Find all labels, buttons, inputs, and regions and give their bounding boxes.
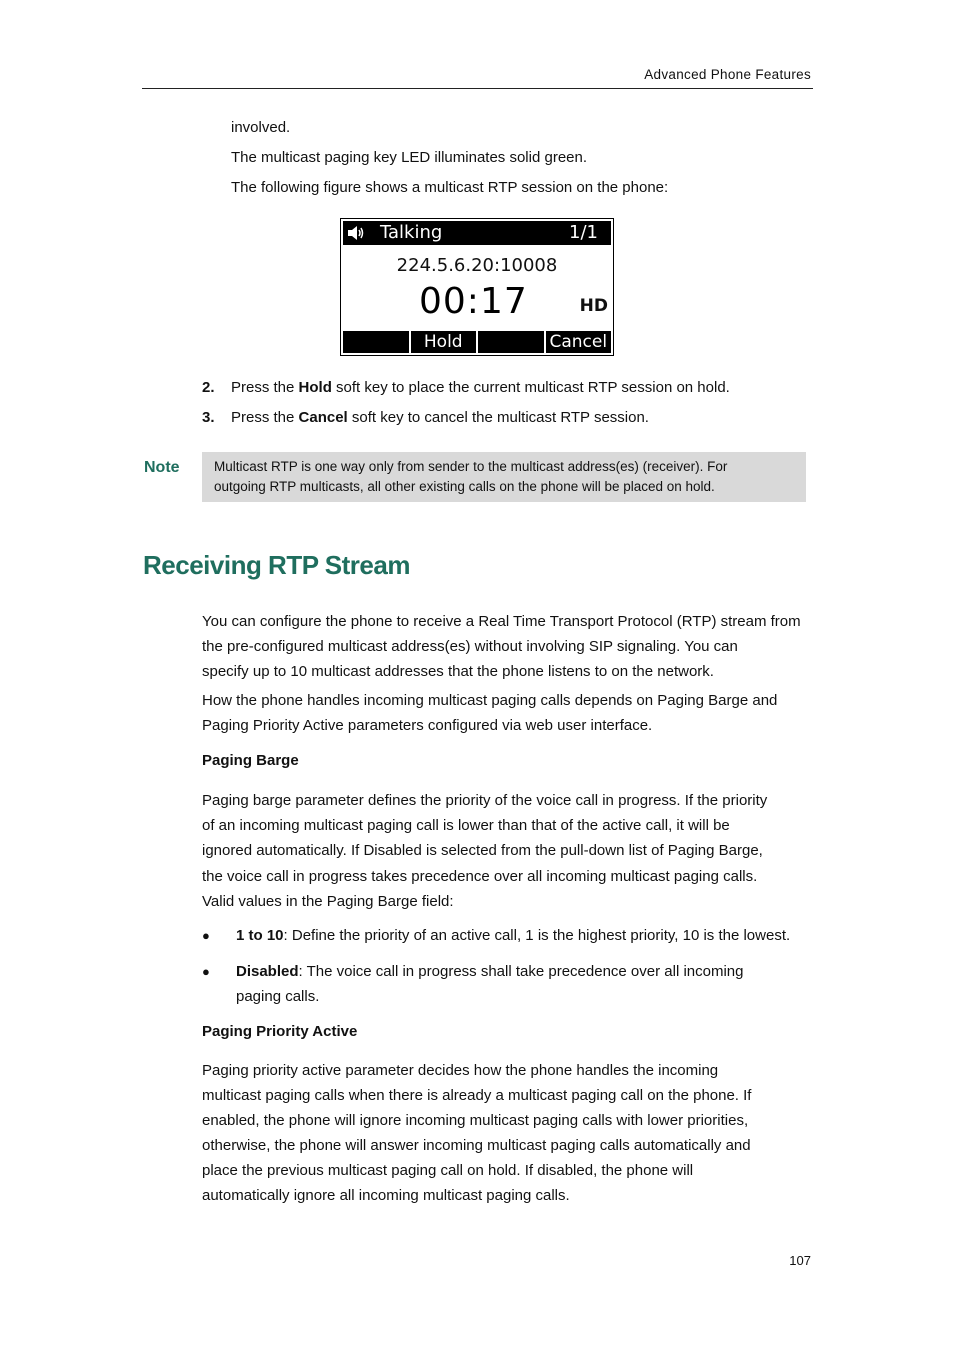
step-number: 2. bbox=[202, 379, 215, 396]
speaker-icon bbox=[348, 226, 364, 240]
bullet-item bbox=[202, 959, 744, 1005]
subheading-paging-barge: Paging Barge bbox=[202, 752, 299, 769]
paragraph-line: of an incoming multicast paging call is lower than that of the active call, it will be bbox=[202, 817, 730, 835]
step-text bbox=[231, 408, 649, 427]
section-paragraph-1 bbox=[202, 609, 801, 684]
lcd-call-timer: 00:17 bbox=[419, 281, 528, 322]
softkey-3 bbox=[478, 331, 544, 353]
softkey-hold: Hold bbox=[411, 331, 477, 353]
intro-line-3: The following figure shows a multicast RTP session on the phone: bbox=[231, 179, 669, 196]
lcd-status-bar bbox=[343, 221, 611, 245]
section-paragraph-4 bbox=[202, 1058, 751, 1208]
softkey-cancel: Cancel bbox=[546, 331, 612, 353]
bullet-icon: ● bbox=[202, 964, 210, 979]
note-box bbox=[202, 452, 806, 502]
bullet-term: 1 to 10 bbox=[236, 927, 284, 944]
lcd-hd-badge: HD bbox=[579, 296, 608, 316]
header-rule bbox=[142, 88, 813, 89]
bullet-item bbox=[202, 926, 791, 945]
step-2 bbox=[202, 378, 730, 397]
paragraph-line: the pre-configured multicast address(es) without involving SIP signaling. You can bbox=[202, 638, 738, 655]
paragraph-line: How the phone handles incoming multicast paging calls depends on Paging Barge and bbox=[202, 692, 778, 709]
step-text-post: soft key to cancel the multicast RTP session. bbox=[347, 409, 649, 426]
paragraph-line: enabled, the phone will ignore incoming multicast paging calls with lower priorities, bbox=[202, 1112, 749, 1129]
paragraph-line: Valid values in the Paging Barge field: bbox=[202, 892, 454, 910]
paragraph-line: otherwise, the phone will answer incoming multicast paging calls automatically and bbox=[202, 1137, 751, 1154]
step-number: 3. bbox=[202, 409, 215, 426]
paragraph-line: ignored automatically. If Disabled is selected from the pull-down list of Paging Barge, bbox=[202, 842, 763, 860]
step-text bbox=[231, 378, 730, 397]
intro-line-1: involved. bbox=[231, 119, 291, 136]
step-3 bbox=[202, 408, 649, 427]
paragraph-line: place the previous multicast paging call on hold. If disabled, the phone will bbox=[202, 1162, 694, 1179]
step-text-post: soft key to place the current multicast RTP session on hold. bbox=[331, 379, 730, 396]
intro-line-2: The multicast paging key LED illuminates solid green. bbox=[231, 149, 588, 166]
paragraph-line: Paging barge parameter defines the priority of the voice call in progress. If the priority bbox=[202, 792, 768, 809]
lcd-status-text: Talking bbox=[380, 222, 443, 243]
section-paragraph-2 bbox=[202, 688, 777, 738]
paragraph-line: You can configure the phone to receive a Real Time Transport Protocol (RTP) stream from bbox=[202, 613, 801, 630]
lcd-multicast-address: 224.5.6.20:10008 bbox=[396, 255, 558, 276]
step-key: Cancel bbox=[298, 409, 348, 426]
softkey-1 bbox=[343, 331, 409, 353]
note-text bbox=[214, 457, 727, 497]
phone-lcd-figure bbox=[340, 218, 614, 356]
page-number: 107 bbox=[789, 1253, 811, 1268]
paragraph-line: Paging Priority Active parameters configured via web user interface. bbox=[202, 717, 653, 734]
step-text-pre: Press the bbox=[231, 409, 299, 426]
running-header: Advanced Phone Features bbox=[644, 67, 811, 82]
paragraph-line: Paging priority active parameter decides how the phone handles the incoming bbox=[202, 1062, 719, 1079]
bullet-desc: : Define the priority of an active call, 1 is the highest priority, 10 is the lowest. bbox=[283, 927, 791, 944]
step-text-pre: Press the bbox=[231, 379, 299, 396]
note-label: Note bbox=[144, 459, 180, 476]
bullet-desc-cont: paging calls. bbox=[236, 988, 320, 1005]
lcd-softkey-row bbox=[343, 331, 611, 353]
section-heading: Receiving RTP Stream bbox=[143, 550, 410, 580]
paragraph-line: multicast paging calls when there is already a multicast paging call on the phone. If bbox=[202, 1087, 752, 1104]
note-line-1: Multicast RTP is one way only from sender to the multicast address(es) (receiver). For bbox=[214, 459, 728, 474]
subheading-paging-priority-active: Paging Priority Active bbox=[202, 1023, 358, 1040]
paragraph-line: specify up to 10 multicast addresses that the phone listens to on the network. bbox=[202, 663, 714, 680]
bullet-text bbox=[236, 926, 790, 945]
note-line-2: outgoing RTP multicasts, all other existing calls on the phone will be placed on hold. bbox=[214, 479, 715, 494]
section-paragraph-3 bbox=[202, 788, 767, 914]
paragraph-line: automatically ignore all incoming multicast paging calls. bbox=[202, 1187, 570, 1204]
bullet-text bbox=[236, 959, 744, 1009]
bullet-term: Disabled bbox=[236, 963, 299, 980]
paragraph-line: the voice call in progress takes precedence over all incoming multicast paging calls. bbox=[202, 867, 758, 885]
bullet-icon: ● bbox=[202, 928, 210, 943]
step-key: Hold bbox=[298, 379, 332, 396]
lcd-call-count: 1/1 bbox=[569, 222, 598, 243]
bullet-desc: : The voice call in progress shall take precedence over all incoming bbox=[298, 963, 744, 980]
